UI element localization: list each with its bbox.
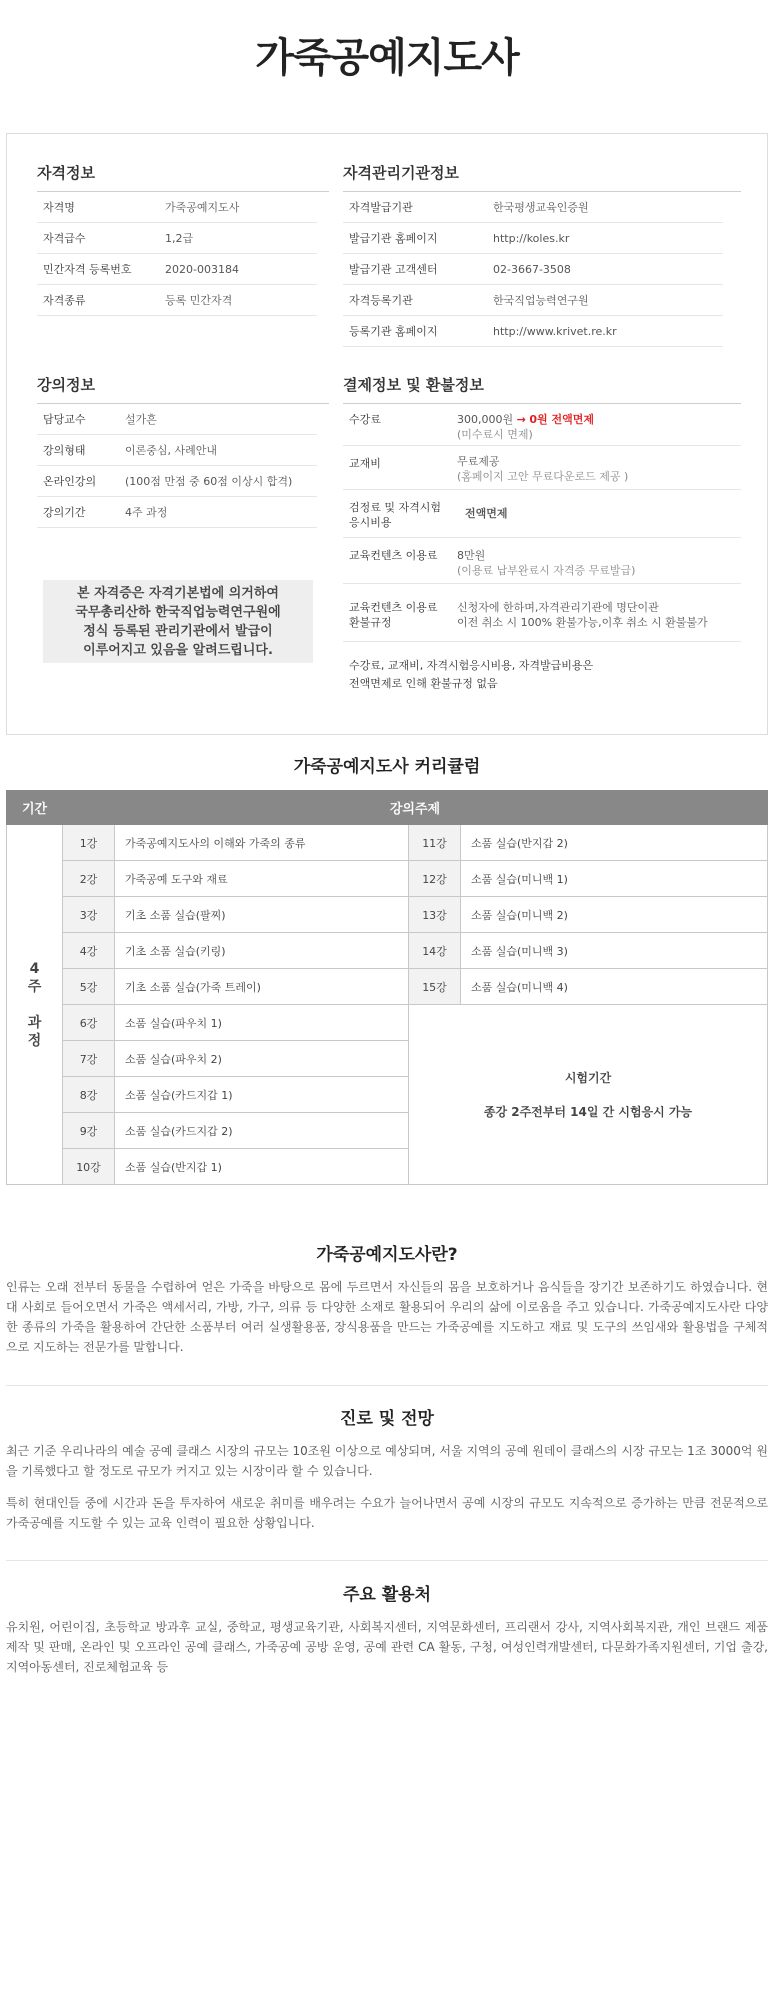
payment-footer-line: 수강료, 교재비, 자격시험응시비용, 자격발급비용은 [349,659,594,672]
refund-value-line: 이전 취소 시 100% 환불가능,이후 취소 시 환불불가 [457,616,708,629]
lesson-number: 6강 [63,1005,115,1041]
qualification-row [37,285,317,316]
lesson-topic: 소품 실습(카드지갑 1) [115,1077,409,1113]
notice-line: 이루어지고 있음을 알려드립니다. [83,642,273,658]
lesson-topic: 기초 소품 실습(가죽 트레이) [115,969,409,1005]
lecture-label: 온라인강의 [43,475,97,488]
payment-label [349,600,438,630]
payment-label: 교육컨텐츠 이용료 [349,549,438,562]
lesson-number: 4강 [63,933,115,969]
lesson-topic: 기초 소품 실습(팔찌) [115,897,409,933]
qualification-label: 자격급수 [43,232,86,245]
lesson-topic: 소품 실습(미니백 4) [461,969,768,1005]
notice-line: 정식 등록된 관리기관에서 발급이 [83,623,273,639]
period-text: 4 [29,960,40,977]
management-value: 한국직업능력연구원 [493,294,589,307]
lecture-value: 이론중심, 사례안내 [125,444,218,457]
management-value: 한국평생교육인증원 [493,201,589,214]
lesson-number: 3강 [63,897,115,933]
management-label: 발급기관 홈페이지 [349,232,438,245]
table-row [7,933,768,969]
lecture-row [37,404,317,435]
career-heading: 진로 및 전망 [340,1409,434,1429]
lesson-number: 10강 [63,1149,115,1185]
lecture-row [37,466,317,497]
management-label: 발급기관 고객센터 [349,263,438,276]
about-body: 인류는 오래 전부터 동물을 수렵하여 얻은 가죽을 바탕으로 몸에 두르면서 자신들의 몸을 보호하거나 음식들을 장기간 보존하기도 하였습니다. 현대 사회로 들어오면서 가죽은 액세서리, 가방, 가구, 의류 등 다양한 소재로 활용되어 우리의 삶에 이로움을 주고 있습니다. 가죽공예지도사란 다양한 종류의 가죽을 활용하여 간단한 소품부터 여러 실생활용품, 장식용품을 만드는 가죽공예를 지도하고 재료 및 도구의 쓰임새와 활용법을 구체적으로 지도하는 전문가를 말합니다. [6,1280,768,1354]
table-row [7,861,768,897]
lesson-topic: 소품 실습(미니백 1) [461,861,768,897]
lecture-row [37,435,317,466]
management-label: 등록기관 홈페이지 [349,325,438,338]
lesson-number: 2강 [63,861,115,897]
lecture-row [37,497,317,528]
management-row [343,192,723,223]
payment-footer [349,657,593,693]
lesson-topic: 기초 소품 실습(키링) [115,933,409,969]
lesson-number: 5강 [63,969,115,1005]
management-row [343,316,723,347]
lesson-topic: 소품 실습(반지갑 2) [461,825,768,861]
management-row [343,285,723,316]
management-row [343,223,723,254]
qualification-value: 등록 민간자격 [165,294,233,307]
about-section [6,1240,768,1357]
lesson-topic: 소품 실습(미니백 3) [461,933,768,969]
qualification-label: 민간자격 등록번호 [43,263,132,276]
table-row [7,897,768,933]
curriculum-title: 가죽공예지도사 커리큘럼 [293,757,481,777]
qualification-row [37,192,317,223]
fee-original: 300,000원 [457,413,514,426]
management-label: 자격등록기관 [349,294,413,307]
period-text: 정 [27,1032,42,1049]
payment-label [349,500,441,530]
usage-heading: 주요 활용처 [342,1585,432,1605]
qualification-value: 가죽공예지도사 [165,201,240,214]
refund-label-line: 환불규정 [349,616,392,629]
info-box [6,133,768,735]
exam-label-line: 검정료 및 자격시험 [349,501,442,514]
table-row [7,1005,768,1041]
payment-value [457,454,628,484]
book-note: (홈페이지 고안 무료다운로드 제공 ) [457,470,629,483]
lesson-topic: 가죽공예지도사의 이해와 가죽의 종류 [115,825,409,861]
lesson-number: 14강 [409,933,461,969]
fee-free: 0원 전액면제 [529,413,594,426]
divider [6,1560,768,1561]
lesson-topic: 소품 실습(반지갑 1) [115,1149,409,1185]
content-value: 8만원 [457,549,486,562]
fee-note: (미수료시 면제) [457,428,533,441]
management-row [343,254,723,285]
homepage-link[interactable]: http://www.krivet.re.kr [493,324,617,338]
qualification-value: 2020-003184 [165,262,239,276]
payment-row-refund [343,586,741,642]
lesson-topic: 가죽공예 도구와 재료 [115,861,409,897]
payment-value [457,412,594,442]
qualification-value: 1,2급 [165,232,194,245]
lecture-label: 강의형태 [43,444,86,457]
curriculum-header-row [7,791,768,825]
period-cell [7,825,63,1185]
exam-value: 전액면제 [465,507,508,520]
lecture-value: (100점 만점 중 60점 이상시 합격) [125,475,293,488]
lesson-number: 8강 [63,1077,115,1113]
exam-desc: 종강 2주전부터 14일 간 시험응시 가능 [483,1104,693,1119]
book-value: 무료제공 [457,455,500,468]
lecture-label: 강의기간 [43,506,86,519]
table-row [7,825,768,861]
management-heading: 자격관리기관정보 [343,162,741,192]
career-section [6,1404,768,1533]
payment-row-fee [343,406,741,446]
lesson-number: 7강 [63,1041,115,1077]
notice-line: 본 자격증은 자격기본법에 의거하여 [77,585,279,601]
lesson-number: 1강 [63,825,115,861]
lesson-topic: 소품 실습(미니백 2) [461,897,768,933]
usage-body: 유치원, 어린이집, 초등학교 방과후 교실, 중학교, 평생교육기관, 사회복지센터, 지역문화센터, 프리랜서 강사, 지역사회복지관, 개인 브랜드 제품 제작 및 판매, 온라인 및 오프라인 공예 클래스, 가죽공예 공방 운영, 공예 관련 CA 활동, 구청, 여성인력개발센터, 다문화가족지원센터, 기업 출강, 지역아동센터, 진로체험교육 등 [6,1620,768,1674]
career-body: 특히 현대인들 중에 시간과 돈을 투자하여 새로운 취미를 배우려는 수요가 늘어나면서 공예 시장의 규모도 지속적으로 증가하는 만큼 전문적으로 가죽공예를 지도할 수 있는 교육 인력이 필요한 상황입니다. [6,1496,768,1530]
lesson-topic: 소품 실습(카드지갑 2) [115,1113,409,1149]
qualification-label: 자격종류 [43,294,86,307]
refund-value-line: 신청자에 한하며,자격관리기관에 명단이관 [457,601,659,614]
payment-value [457,548,635,578]
lesson-topic: 소품 실습(파우치 1) [115,1005,409,1041]
curriculum-table [6,790,768,1185]
exam-label-line: 응시비용 [349,516,392,529]
qualification-row [37,223,317,254]
management-value: 02-3667-3508 [493,262,571,276]
period-text: 주 [27,978,42,995]
col-period: 기간 [7,791,63,825]
payment-footer-line: 전액면제로 인해 환불규정 없음 [349,677,498,690]
page-title: 가죽공예지도사 [255,35,519,81]
payment-heading: 결제정보 및 환불정보 [343,374,741,404]
certification-notice [43,580,313,663]
refund-label-line: 교육컨텐츠 이용료 [349,601,438,614]
lesson-number: 15강 [409,969,461,1005]
lecture-heading: 강의정보 [37,374,329,404]
payment-row-exam [343,492,741,538]
lesson-number: 11강 [409,825,461,861]
career-body: 최근 기준 우리나라의 예술 공예 클래스 시장의 규모는 10조원 이상으로 예상되며, 서울 지역의 공예 원데이 클래스의 시장 규모는 1조 3000억 원을 기록했다고 할 정도로 규모가 커지고 있는 시장이라 할 수 있습니다. [6,1444,768,1478]
management-label: 자격발급기관 [349,201,413,214]
lecture-value: 설가흔 [125,413,157,426]
qualification-heading: 자격정보 [37,162,329,192]
exam-title: 시험기간 [564,1070,612,1085]
usage-section [6,1580,768,1677]
qualification-label: 자격명 [43,201,75,214]
payment-label: 수강료 [349,413,381,426]
payment-row-book [343,448,741,490]
table-row [7,969,768,1005]
notice-line: 국무총리산하 한국직업능력연구원에 [75,604,281,620]
fee-arrow: → [516,413,526,426]
lesson-number: 13강 [409,897,461,933]
period-text: 과 [27,1014,42,1031]
payment-label: 교재비 [349,457,381,470]
lesson-topic: 소품 실습(파우치 2) [115,1041,409,1077]
lecture-label: 담당교수 [43,413,86,426]
homepage-link[interactable]: http://koles.kr [493,231,570,245]
content-note: (이용료 납부완료시 자격증 무료발급) [457,564,636,577]
exam-period-cell [409,1005,768,1185]
qualification-row [37,254,317,285]
lesson-number: 9강 [63,1113,115,1149]
col-topic: 강의주제 [63,791,768,825]
about-heading: 가죽공예지도사란? [316,1245,458,1265]
lesson-number: 12강 [409,861,461,897]
payment-value [457,600,743,630]
lecture-value: 4주 과정 [125,506,168,519]
payment-row-content [343,540,741,584]
divider [6,1385,768,1386]
